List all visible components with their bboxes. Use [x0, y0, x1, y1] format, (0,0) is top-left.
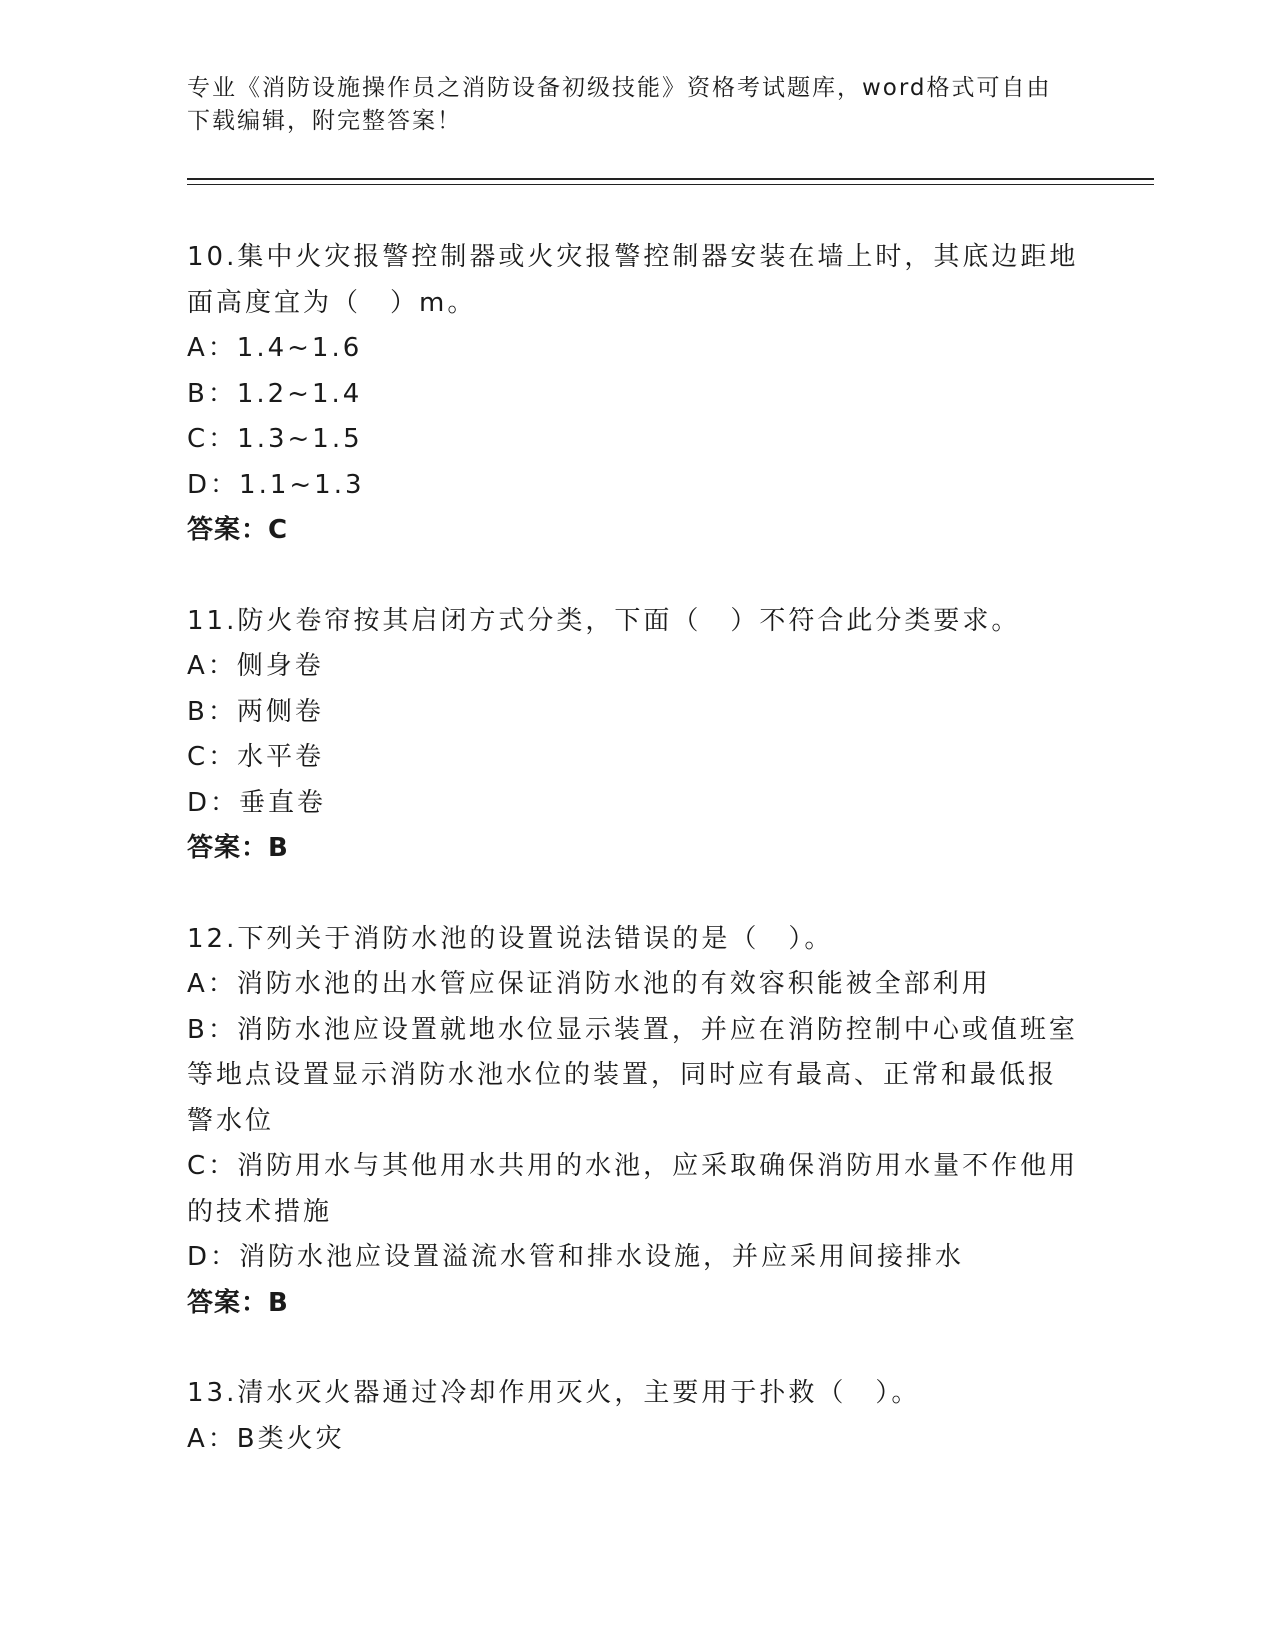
- question-12: [187, 917, 1087, 1327]
- option-d: D：1.1~1.3: [187, 469, 365, 500]
- question-11: [187, 599, 1087, 872]
- option-c-continued: 的技术措施: [187, 1196, 333, 1227]
- option-c: C：消防用水与其他用水共用的水池，应采取确保消防用水量不作他用: [187, 1151, 1079, 1181]
- question-stem: 10.集中火灾报警控制器或火灾报警控制器安装在墙上时，其底边距地: [187, 242, 1079, 272]
- question-stem: 12.下列关于消防水池的设置说法错误的是（ ）。: [187, 923, 834, 954]
- option-d: D：消防水池应设置溢流水管和排水设施，并应采用间接排水: [187, 1242, 965, 1272]
- answer: 答案：B: [187, 1287, 289, 1318]
- option-d: D：垂直卷: [187, 787, 327, 818]
- answer: 答案：C: [187, 515, 289, 545]
- question-stem: 11.防火卷帘按其启闭方式分类，下面（ ）不符合此分类要求。: [187, 605, 1021, 636]
- answer: 答案：B: [187, 833, 289, 863]
- question-list: [187, 235, 1087, 1507]
- question-stem: 13.清水灭火器通过冷却作用灭火，主要用于扑救（ ）。: [187, 1378, 921, 1408]
- question-stem: 面高度宜为（ ）m。: [187, 287, 477, 318]
- option-c: C：水平卷: [187, 742, 325, 772]
- document-header: 专业《消防设施操作员之消防设备初级技能》资格考试题库，word格式可自由下载编辑，附完整答案！: [187, 75, 1052, 134]
- option-b-continued: 等地点设置显示消防水池水位的装置，同时应有最高、正常和最低报: [187, 1060, 1058, 1090]
- option-b-continued: 警水位: [187, 1105, 275, 1136]
- question-13: [187, 1371, 1087, 1462]
- option-b: B：两侧卷: [187, 696, 324, 727]
- option-b: B：消防水池应设置就地水位显示装置，并应在消防控制中心或值班室: [187, 1014, 1078, 1045]
- option-b: B：1.2~1.4: [187, 378, 363, 409]
- question-10: [187, 235, 1087, 554]
- option-c: C：1.3~1.5: [187, 424, 363, 454]
- option-a: A：B类火灾: [187, 1423, 345, 1454]
- header-divider-thick: [187, 178, 1154, 180]
- option-a: A：消防水池的出水管应保证消防水池的有效容积能被全部利用: [187, 969, 991, 999]
- option-a: A：侧身卷: [187, 651, 324, 681]
- header-divider-thin: [187, 184, 1154, 185]
- option-a: A：1.4~1.6: [187, 333, 363, 363]
